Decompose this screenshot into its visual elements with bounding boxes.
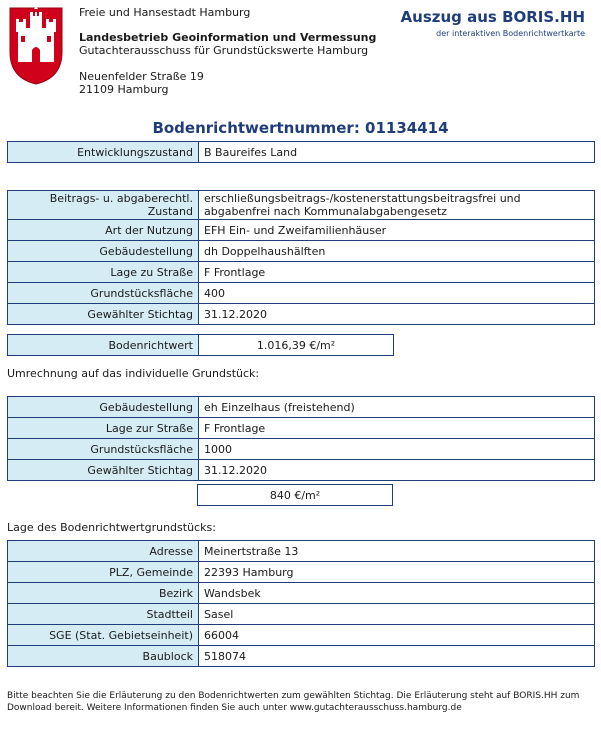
page-title: Bodenrichtwertnummer: 01134414 (152, 119, 449, 137)
committee-name: Gutachterausschuss für Grundstückswerte Hamburg (79, 44, 369, 57)
row-value: 31.12.2020 (199, 304, 595, 325)
row-label: Art der Nutzung (8, 220, 199, 241)
row-value: B Baureifes Land (199, 142, 595, 163)
table-row (8, 583, 595, 604)
row-value: 518074 (199, 646, 595, 667)
table-row (8, 646, 595, 667)
row-label: Gewählter Stichtag (8, 304, 199, 325)
row-label: Adresse (8, 541, 199, 562)
table-row (8, 460, 595, 481)
location-heading: Lage des Bodenrichtwertgrundstücks: (7, 521, 216, 534)
conversion-table (7, 396, 595, 481)
table-row (8, 418, 595, 439)
row-label: Gewählter Stichtag (8, 460, 199, 481)
row-label: SGE (Stat. Gebietseinheit) (8, 625, 199, 646)
street-address: Neuenfelder Straße 19 (79, 70, 204, 83)
boris-subtitle: der interaktiven Bodenrichtwertkarte (436, 29, 585, 38)
table-row (8, 262, 595, 283)
agency-name: Landesbetrieb Geoinformation und Vermessung (79, 31, 377, 44)
row-value: F Frontlage (199, 262, 595, 283)
city-name: Freie und Hansestadt Hamburg (79, 6, 251, 19)
attributes-table (7, 190, 595, 325)
row-value: 22393 Hamburg (199, 562, 595, 583)
table-row (8, 625, 595, 646)
row-value: eh Einzelhaus (freistehend) (199, 397, 595, 418)
row-value: EFH Ein- und Zweifamilienhäuser (199, 220, 595, 241)
land-value: 1.016,39 €/m² (199, 335, 394, 356)
row-value: Meinertstraße 13 (199, 541, 595, 562)
row-label: Entwicklungszustand (8, 142, 199, 163)
table-row (8, 562, 595, 583)
conversion-result-table (7, 484, 393, 506)
row-label: Baublock (8, 646, 199, 667)
row-value: dh Doppelhaushälften (199, 241, 595, 262)
row-value: Sasel (199, 604, 595, 625)
row-value: Wandsbek (199, 583, 595, 604)
table-row (8, 335, 394, 356)
table-row (8, 241, 595, 262)
land-value-label: Bodenrichtwert (8, 335, 199, 356)
table-row (8, 142, 595, 163)
converted-value: 840 €/m² (198, 485, 393, 506)
conversion-heading: Umrechnung auf das individuelle Grundstück: (7, 367, 260, 380)
row-label: PLZ, Gemeinde (8, 562, 199, 583)
table-row (8, 397, 595, 418)
row-value: F Frontlage (199, 418, 595, 439)
boris-title: Auszug aus BORIS.HH (400, 8, 585, 26)
table-row (8, 220, 595, 241)
row-value: 31.12.2020 (199, 460, 595, 481)
table-row (8, 283, 595, 304)
row-label: Lage zu Straße (8, 262, 199, 283)
row-value: erschließungsbeitrags-/kostenerstattungsbeitragsfrei und abgabenfrei nach Kommunalabgabengesetz (199, 191, 595, 220)
footer-note: Bitte beachten Sie die Erläuterung zu den Bodenrichtwerten zum gewählten Stichtag. Die Erläuterung steht auf BORIS.HH zum Download bereit. Weitere Informationen finden Sie auch unter www.gutachterausschuss.hamburg.de (7, 691, 580, 713)
table-row (8, 304, 595, 325)
row-label: Grundstücksfläche (8, 283, 199, 304)
hamburg-crest-logo (8, 6, 64, 86)
row-label: Grundstücksfläche (8, 439, 199, 460)
row-value: 66004 (199, 625, 595, 646)
table-row (8, 439, 595, 460)
table-row (8, 604, 595, 625)
table-row (8, 191, 595, 220)
table-row (8, 541, 595, 562)
row-label: Bezirk (8, 583, 199, 604)
row-label: Beitrags- u. abgaberechtl. Zustand (8, 191, 199, 220)
spacer (7, 485, 198, 506)
table-row (7, 485, 393, 506)
postal-address: 21109 Hamburg (79, 83, 169, 96)
location-table (7, 540, 595, 667)
row-label: Lage zur Straße (8, 418, 199, 439)
row-value: 400 (199, 283, 595, 304)
development-table (7, 141, 595, 163)
land-value-table (7, 334, 394, 356)
row-label: Gebäudestellung (8, 397, 199, 418)
row-value: 1000 (199, 439, 595, 460)
row-label: Gebäudestellung (8, 241, 199, 262)
row-label: Stadtteil (8, 604, 199, 625)
